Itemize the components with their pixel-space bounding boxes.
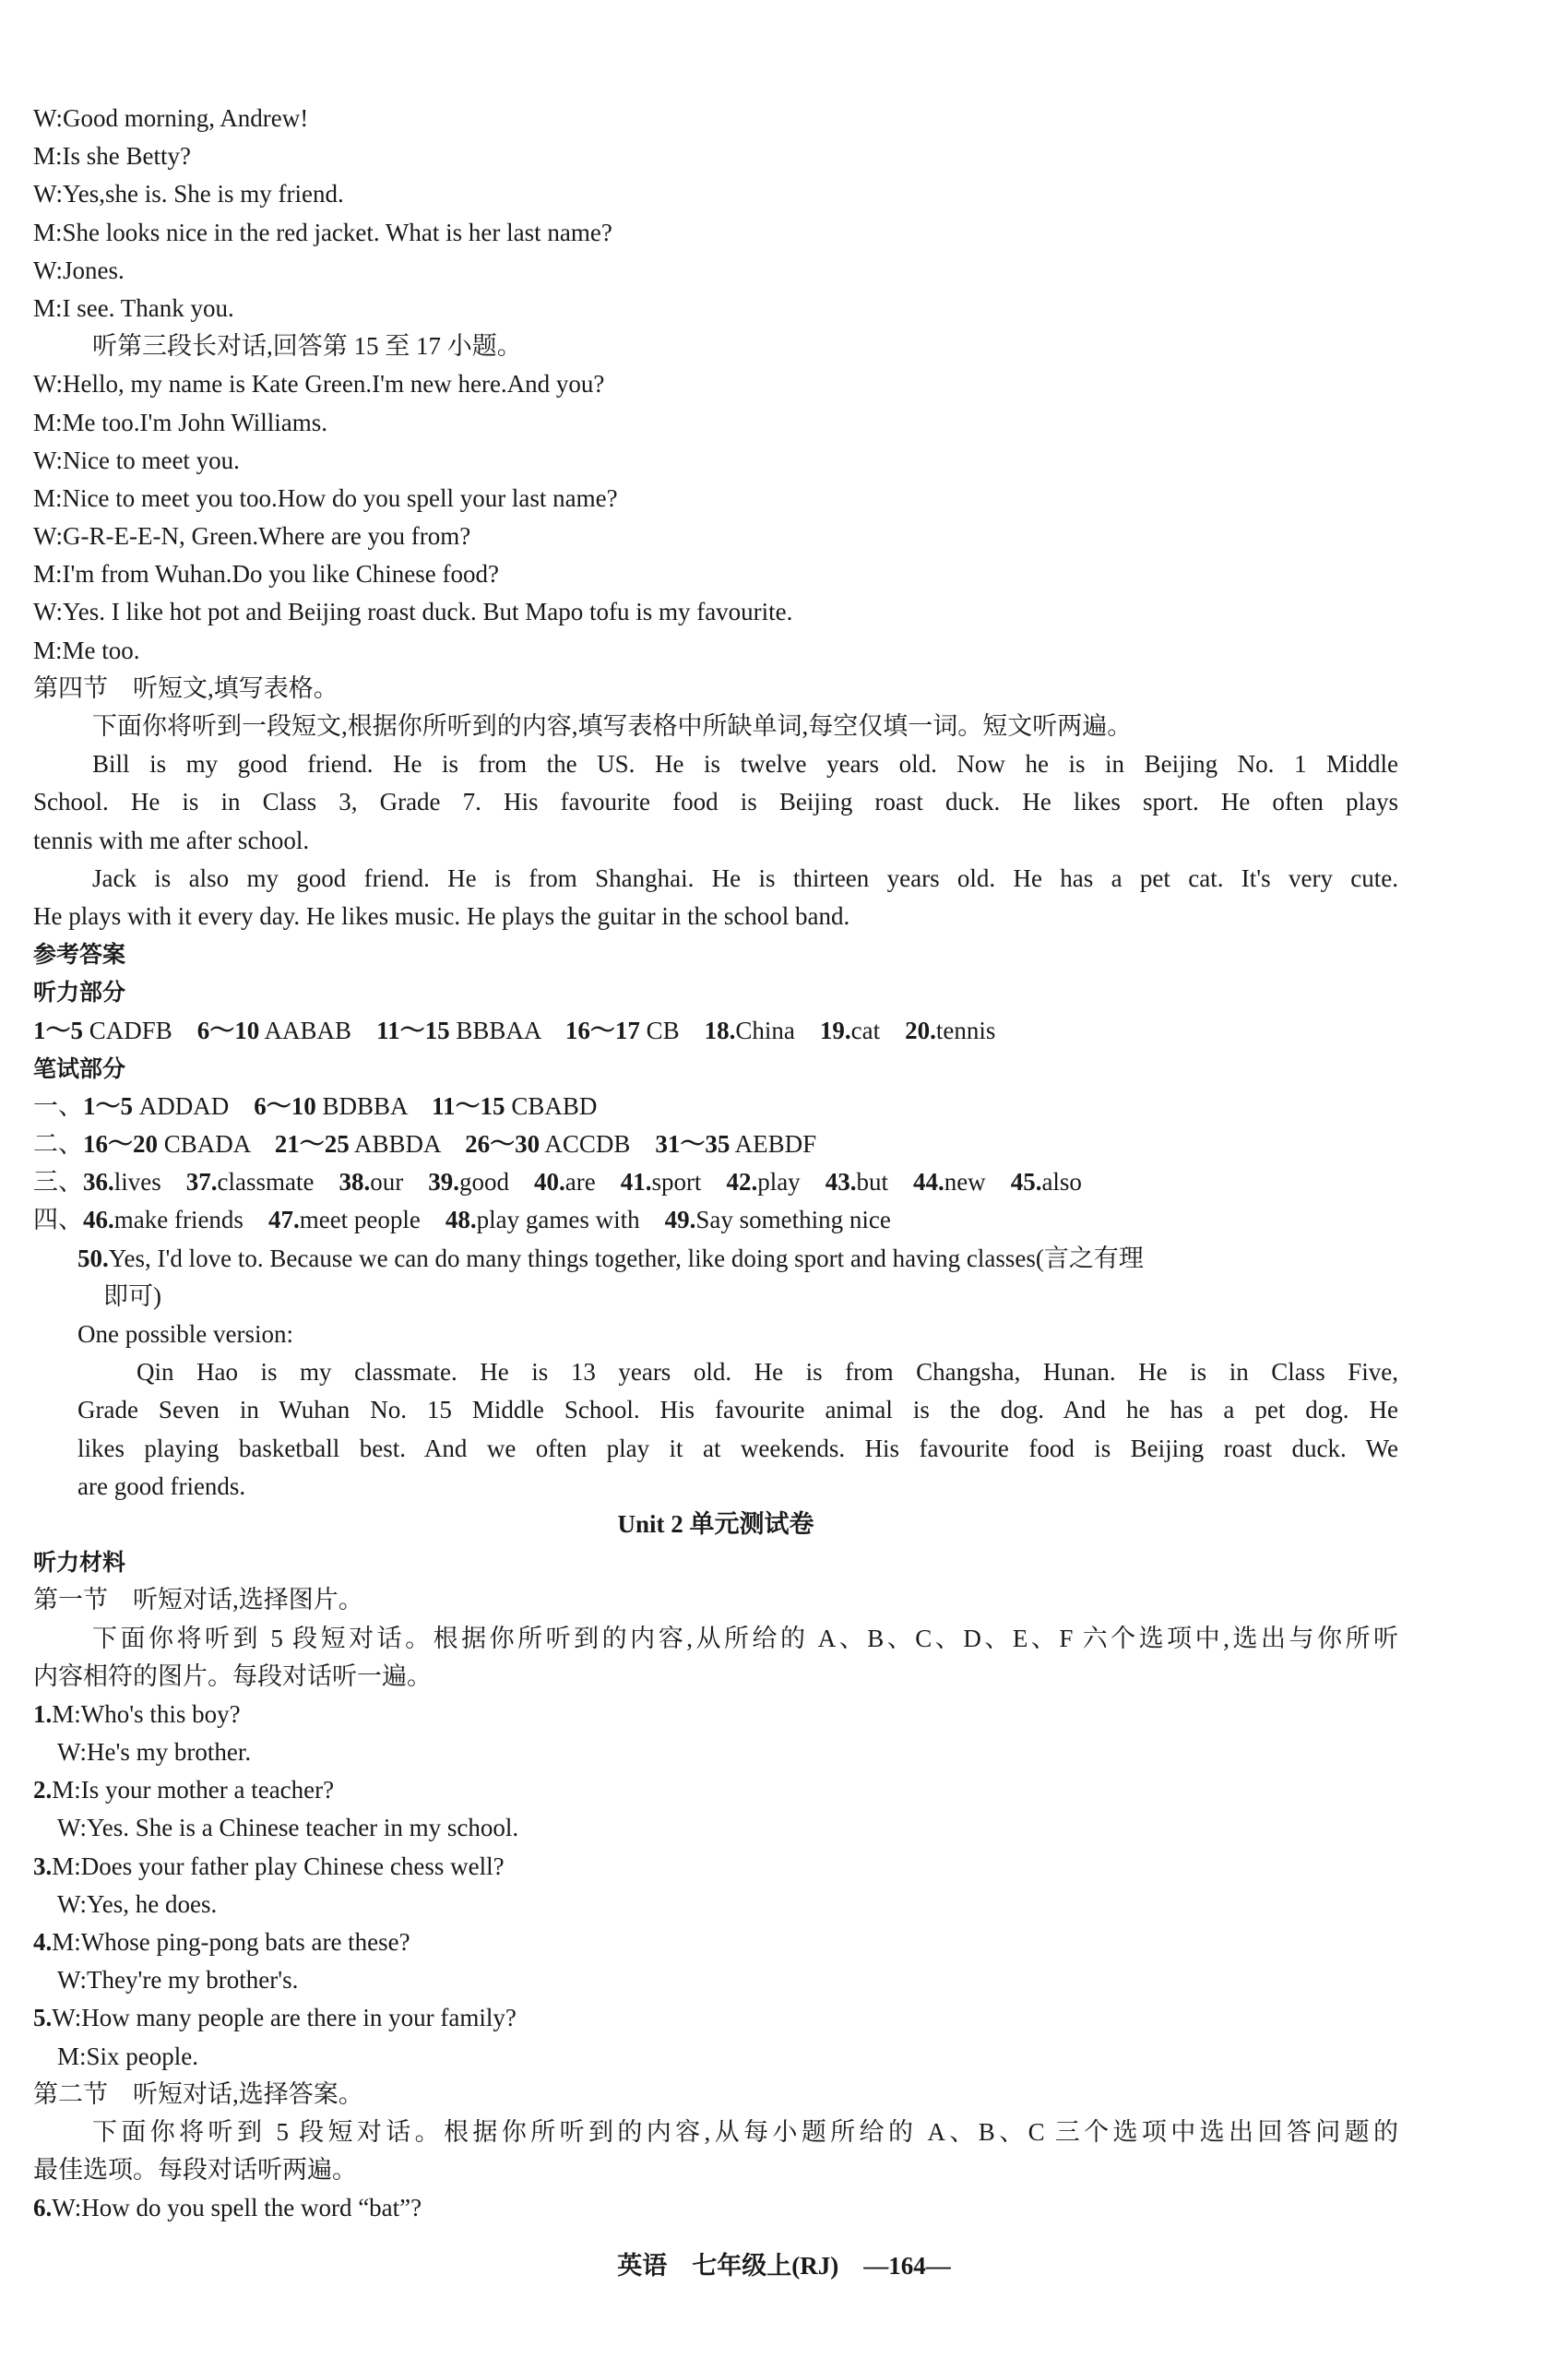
footer-grade: 七年级上(RJ) (692, 2252, 839, 2280)
text-line: 6.W:How do you spell the word “bat”? (33, 2194, 422, 2222)
text-line: Grade Seven in Wuhan No. 15 Middle School. His favourite animal is the dog. And he has a pet dog. He (77, 1396, 1398, 1424)
text-line: 一、1～5 ADDAD 6～10 BDBBA 11～15 CBABD (33, 1091, 598, 1120)
page-footer (0, 2245, 1568, 2281)
text-line: M:Is she Betty? (33, 142, 191, 171)
text-line: M:Me too. (33, 636, 140, 664)
text-line: 50.Yes, I'd love to. Because we can do many things together, like doing sport and having classes(言之有理 (77, 1244, 1144, 1272)
text-line: He plays with it every day. He likes music. He plays the guitar in the school band. (33, 901, 850, 930)
text-line: 3.M:Does your father play Chinese chess well? (33, 1852, 505, 1880)
text-line: W:Hello, my name is Kate Green.I'm new here.And you? (33, 370, 605, 399)
text-line: W:They're my brother's. (57, 1966, 299, 1995)
text-line: School. He is in Class 3, Grade 7. His favourite food is Beijing roast duck. He likes sport. He often plays (33, 788, 1398, 816)
text-line: 5.W:How many people are there in your family? (33, 2004, 517, 2032)
text-line: 下面你将听到一段短文,根据你所听到的内容,填写表格中所缺单词,每空仅填一词。短文听两遍。 (92, 712, 1133, 740)
text-line: Jack is also my good friend. He is from Shanghai. He is thirteen years old. He has a pet cat. It's very cute. (92, 863, 1398, 892)
text-line: are good friends. (77, 1471, 246, 1500)
text-line: 4.M:Whose ping-pong bats are these? (33, 1928, 410, 1956)
footer-subject: 英语 (617, 2252, 668, 2280)
text-line: M:She looks nice in the red jacket. What is her last name? (33, 218, 612, 246)
text-line: 二、16～20 CBADA 21～25 ABBDA 26～30 ACCDB 31～35 AEBDF (33, 1130, 817, 1159)
text-line: 三、36.lives 37.classmate 38.our 39.good 40.are 41.sport 42.play 43.but 44.new 45.also (33, 1168, 1082, 1197)
text-line: W:Good morning, Andrew! (33, 104, 309, 132)
text-line: Bill is my good friend. He is from the US. He is twelve years old. Now he is in Beijing No. 1 Middle (92, 750, 1398, 779)
text-line: M:Six people. (57, 2042, 198, 2070)
text-line: 即可) (103, 1281, 161, 1310)
section-heading: 听力部分 (33, 979, 126, 1006)
text-line: W:He's my brother. (57, 1738, 252, 1767)
page-number: —164— (863, 2252, 951, 2280)
text-line: likes playing basketball best. And we often play it at weekends. His favourite food is Beijing roast duck. We (77, 1434, 1398, 1462)
unit-title: Unit 2 单元测试卷 (617, 1509, 814, 1538)
text-line: 1～5 CADFB 6～10 AABAB 11～15 BBBAA 16～17 CB 18.China 19.cat 20.tennis (33, 1016, 996, 1044)
text-line: 1.M:Who's this boy? (33, 1699, 241, 1728)
text-line: 第四节 听短文,填写表格。 (33, 673, 339, 702)
text-line: 2.M:Is your mother a teacher? (33, 1776, 335, 1804)
section-heading: 听力材料 (33, 1549, 126, 1577)
text-line: W:Yes. She is a Chinese teacher in my school. (57, 1814, 519, 1842)
text-line: M:Nice to meet you too.How do you spell your last name? (33, 483, 618, 512)
section-heading: 笔试部分 (33, 1054, 126, 1082)
text-line: W:Yes. I like hot pot and Beijing roast duck. But Mapo tofu is my favourite. (33, 598, 793, 626)
text-line: M:I see. Thank you. (33, 293, 234, 322)
text-line: 下面你将听到 5 段短对话。根据你所听到的内容,从每小题所给的 A、B、C 三个选项中选出回答问题的 (92, 2117, 1398, 2146)
text-line: 第二节 听短对话,选择答案。 (33, 2079, 363, 2108)
text-line: M:Me too.I'm John Williams. (33, 408, 328, 436)
document-body (33, 100, 1398, 2228)
text-line: tennis with me after school. (33, 826, 310, 854)
text-line: 内容相符的图片。每段对话听一遍。 (33, 1661, 432, 1690)
text-line: M:I'm from Wuhan.Do you like Chinese food? (33, 560, 499, 589)
section-heading: 参考答案 (33, 941, 126, 969)
text-line: 下面你将听到 5 段短对话。根据你所听到的内容,从所给的 A、B、C、D、E、F 六个选项中,选出与你所听 (92, 1624, 1398, 1652)
text-line: W:Jones. (33, 256, 125, 284)
text-line: W:G-R-E-E-N, Green.Where are you from? (33, 522, 471, 551)
text-line: W:Yes,she is. She is my friend. (33, 180, 344, 208)
text-line: 四、46.make friends 47.meet people 48.play games with 49.Say something nice (33, 1206, 891, 1234)
text-line: 第一节 听短对话,选择图片。 (33, 1586, 363, 1614)
text-line: W:Nice to meet you. (33, 446, 240, 474)
text-line: Qin Hao is my classmate. He is 13 years old. He is from Changsha, Hunan. He is in Class Five, (137, 1358, 1398, 1387)
text-line: 最佳选项。每段对话听两遍。 (33, 2156, 357, 2185)
text-line: W:Yes, he does. (57, 1889, 218, 1918)
text-line: One possible version: (77, 1320, 293, 1348)
text-line: 听第三段长对话,回答第 15 至 17 小题。 (92, 332, 522, 361)
